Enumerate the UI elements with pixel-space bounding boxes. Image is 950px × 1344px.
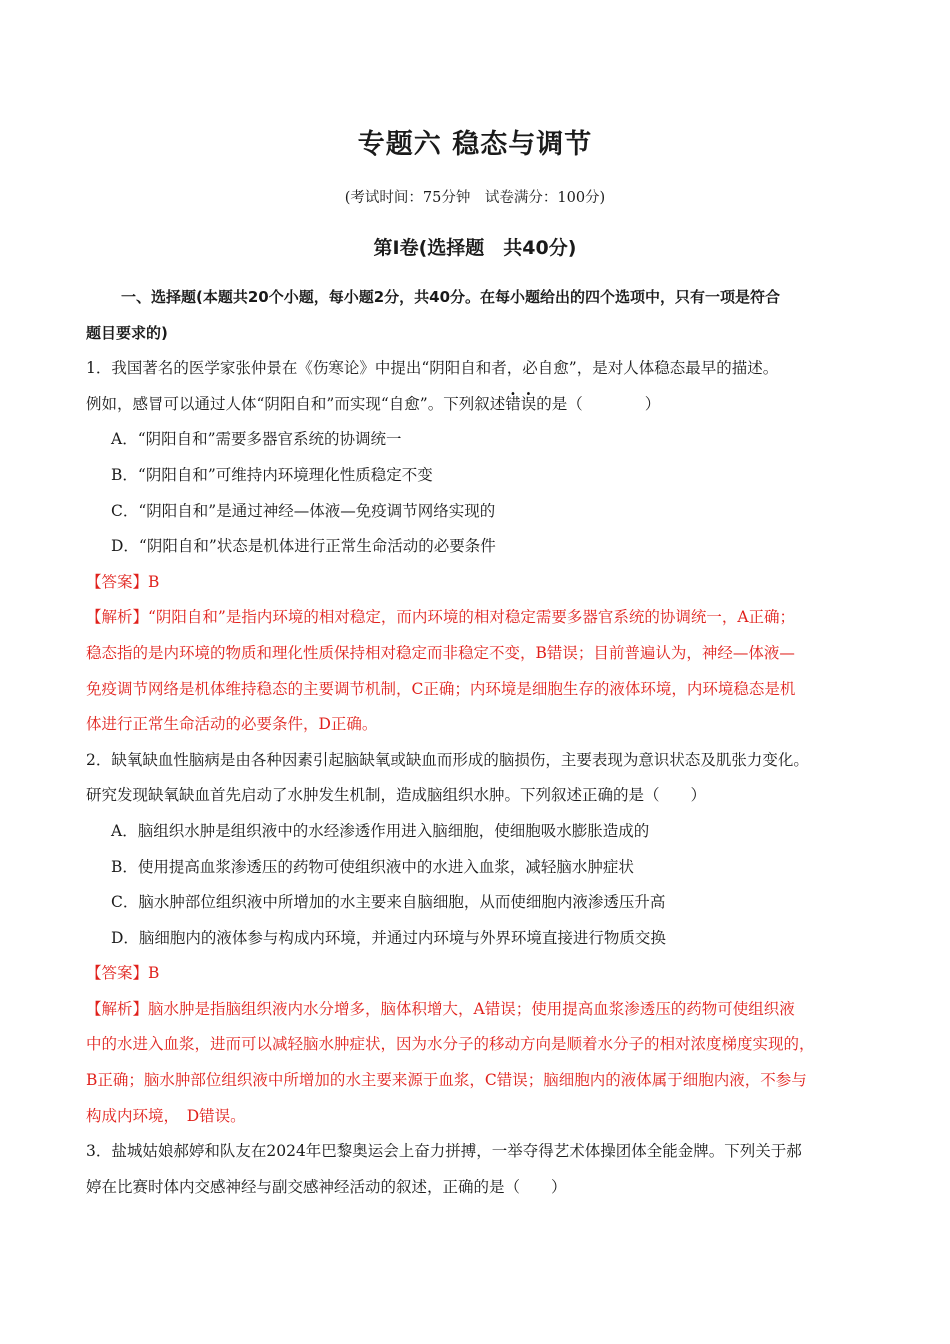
analysis-line: 中的水进入血浆，进而可以减轻脑水肿症状，因为水分子的移动方向是顺着水分子的相对浓度梯度实现的， bbox=[86, 1035, 815, 1054]
question-2-stem: 2．缺氧缺血性脑病是由各种因素引起脑缺氧或缺血而形成的脑损伤，主要表现为意识状态及肌张力变化。 bbox=[86, 750, 809, 769]
analysis-line: 【解析】脑水肿是指脑组织液内水分增多，脑体积增大，A错误；使用提高血浆渗透压的药物可使组织液 bbox=[86, 999, 795, 1018]
question-2-stem: 研究发现缺氧缺血首先启动了水肿发生机制，造成脑组织水肿。下列叙述正确的是（ ） bbox=[86, 786, 707, 805]
stem-text: 的是（ ） bbox=[536, 394, 661, 413]
instructions-line: 题目要求的) bbox=[86, 323, 168, 342]
analysis-line: 【解析】“阴阳自和”是指内环境的相对稳定，而内环境的相对稳定需要多器官系统的协调统一，A正确； bbox=[86, 608, 796, 627]
option-d: D．脑细胞内的液体参与构成内环境，并通过内环境与外界环境直接进行物质交换 bbox=[111, 928, 666, 947]
emphasis-char: 错 bbox=[505, 394, 521, 413]
question-3-stem: 婷在比赛时体内交感神经与副交感神经活动的叙述，正确的是（ ） bbox=[86, 1177, 567, 1196]
question-1-stem: 1．我国著名的医学家张仲景在《伤寒论》中提出“阴阳自和者，必自愈”，是对人体稳态最早的描述。 bbox=[86, 359, 779, 378]
analysis-line: 免疫调节网络是机体维持稳态的主要调节机制，C正确；内环境是细胞生存的液体环境，内环境稳态是机 bbox=[86, 679, 796, 698]
question-1-stem bbox=[86, 387, 866, 423]
option-b: B．“阴阳自和”可维持内环境理化性质稳定不变 bbox=[111, 465, 433, 484]
question-content bbox=[86, 280, 866, 1205]
analysis-line: 体进行正常生命活动的必要条件，D正确。 bbox=[86, 715, 378, 734]
stem-text: 例如，感冒可以通过人体“阴阳自和”而实现“自愈”。下列叙述 bbox=[86, 394, 506, 413]
analysis-line: B正确；脑水肿部位组织液中所增加的水主要来源于血浆，C错误；脑细胞内的液体属于细胞内液，不参与 bbox=[86, 1071, 807, 1090]
option-c: C．“阴阳自和”是通过神经—体液—免疫调节网络实现的 bbox=[111, 501, 496, 520]
instructions-line: 一、选择题(本题共20个小题，每小题2分，共40分。在每小题给出的四个选项中，只有一项是符合 bbox=[121, 288, 781, 306]
section-title: 第Ⅰ卷(选择题 共40分) bbox=[373, 237, 577, 259]
answer: 【答案】B bbox=[86, 964, 160, 983]
analysis-line: 稳态指的是内环境的物质和理化性质保持相对稳定而非稳定不变，B错误；目前普遍认为，神经—体液— bbox=[86, 643, 795, 662]
option-a: A．脑组织水肿是组织液中的水经渗透作用进入脑细胞，使细胞吸水膨胀造成的 bbox=[111, 821, 650, 840]
option-c: C．脑水肿部位组织液中所增加的水主要来自脑细胞，从而使细胞内液渗透压升高 bbox=[111, 893, 666, 912]
emphasis-char: 误 bbox=[520, 394, 537, 413]
option-a: A．“阴阳自和”需要多器官系统的协调统一 bbox=[111, 430, 402, 449]
analysis-line: 构成内环境， D错误。 bbox=[86, 1106, 246, 1125]
exam-info: (考试时间：75分钟 试卷满分：100分) bbox=[344, 190, 606, 206]
page-title: 专题六 稳态与调节 bbox=[357, 129, 593, 160]
question-3-stem: 3．盐城姑娘郝婷和队友在2024年巴黎奥运会上奋力拼搏，一举夺得艺术体操团体全能金牌。下列关于郝 bbox=[86, 1142, 802, 1161]
answer: 【答案】B bbox=[86, 572, 160, 591]
option-d: D．“阴阳自和”状态是机体进行正常生命活动的必要条件 bbox=[111, 537, 496, 556]
option-b: B．使用提高血浆渗透压的药物可使组织液中的水进入血浆，减轻脑水肿症状 bbox=[111, 857, 634, 876]
